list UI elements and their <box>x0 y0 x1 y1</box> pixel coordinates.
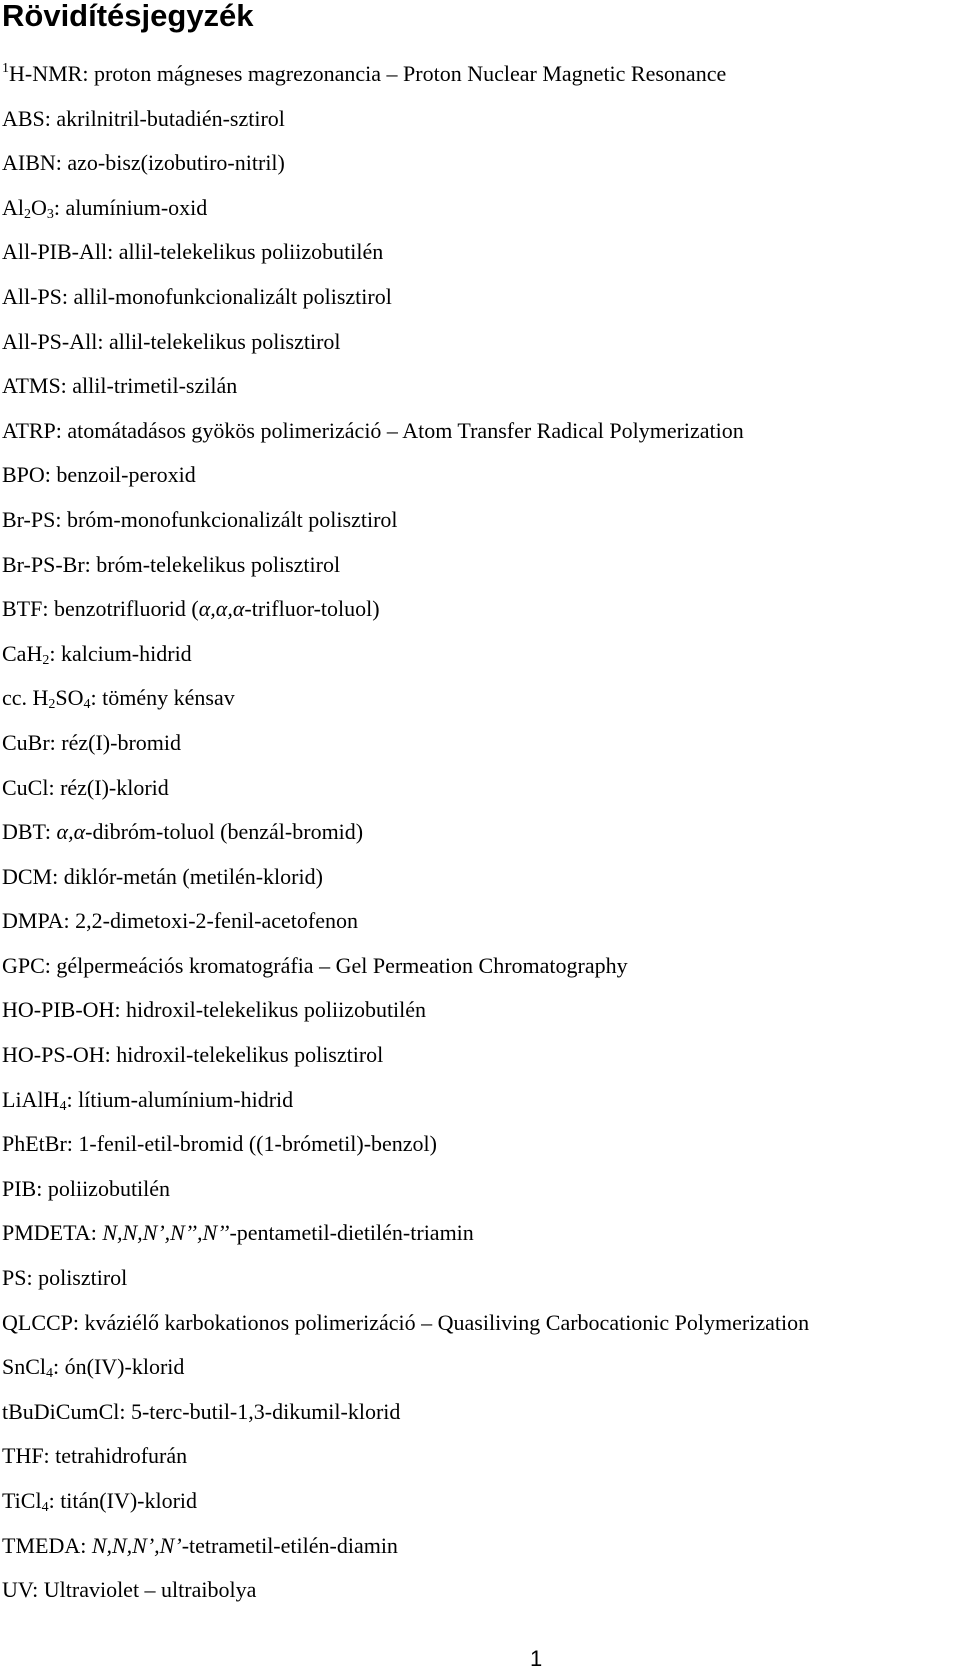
entry-text: N,N,N’,N’ <box>91 1532 182 1558</box>
entry-text: HO-PS-OH: hidroxil-telekelikus polisztirol <box>2 1042 384 1068</box>
abbreviation-entry <box>2 1078 809 1123</box>
abbreviation-entry <box>2 1301 809 1346</box>
entry-text: SO <box>55 685 84 711</box>
entry-text: 2 <box>42 652 50 668</box>
entry-text: PIB: poliizobutilén <box>2 1175 171 1201</box>
abbreviation-entry <box>2 676 809 721</box>
entry-text: BTF: benzotrifluorid ( <box>2 596 199 622</box>
entry-text: : tömény kénsav <box>90 685 235 711</box>
entry-text: Br-PS-Br: bróm-telekelikus polisztirol <box>2 551 341 577</box>
entry-text: Al <box>2 194 24 220</box>
entry-text: UV: Ultraviolet – ultraibolya <box>2 1577 257 1603</box>
abbreviation-entry <box>2 52 809 97</box>
entry-text: -trifluor-toluol) <box>244 596 380 622</box>
abbreviation-entry <box>2 855 809 900</box>
entry-text: α,α <box>56 819 86 845</box>
abbreviation-entry <box>2 1524 809 1569</box>
abbreviation-entry <box>2 364 809 409</box>
abbreviation-entry <box>2 453 809 498</box>
abbreviation-entry <box>2 988 809 1033</box>
abbreviation-entry <box>2 230 809 275</box>
entry-text: AIBN: azo-bisz(izobutiro-nitril) <box>2 150 285 176</box>
entry-text: All-PS-All: allil-telekelikus polisztirol <box>2 328 341 354</box>
entry-text: PS: polisztirol <box>2 1265 128 1291</box>
entry-text: ABS: akrilnitril-butadién-sztirol <box>2 105 285 131</box>
entry-text: : ón(IV)-klorid <box>53 1354 185 1380</box>
entry-text: GPC: gélpermeációs kromatográfia – Gel Permeation Chromatography <box>2 952 628 978</box>
abbreviation-entry <box>2 1033 809 1078</box>
abbreviation-entry <box>2 1345 809 1390</box>
abbreviation-entry <box>2 1434 809 1479</box>
abbreviation-entry <box>2 186 809 231</box>
entry-text: BPO: benzoil-peroxid <box>2 462 196 488</box>
entry-text: 4 <box>46 1366 54 1382</box>
entry-text: -pentametil-dietilén-triamin <box>229 1220 474 1246</box>
entry-text: CuBr: réz(I)-bromid <box>2 729 181 755</box>
abbreviation-entry <box>2 587 809 632</box>
entry-text: TiCl <box>2 1488 42 1513</box>
entry-text: DMPA: 2,2-dimetoxi-2-fenil-acetofenon <box>2 908 358 934</box>
entry-text: DBT: <box>2 819 57 845</box>
entry-text: α,α,α <box>198 596 245 622</box>
abbreviation-entry <box>2 97 809 142</box>
entry-text: 2 <box>48 697 56 713</box>
entry-text: : alumínium-oxid <box>53 194 208 220</box>
entry-text: ATMS: allil-trimetil-szilán <box>2 373 238 399</box>
entry-text: 2 <box>24 206 31 222</box>
abbreviation-entry <box>2 1479 809 1524</box>
abbreviation-entry <box>2 1256 809 1301</box>
entry-text: 4 <box>41 1500 49 1515</box>
abbreviation-entry <box>2 944 809 989</box>
entry-text: PhEtBr: 1-fenil-etil-bromid ((1-brómetil)-benzol) <box>2 1131 437 1157</box>
abbreviation-entry <box>2 721 809 766</box>
entry-text: QLCCP: kváziélő karbokationos polimerizáció – Quasiliving Carbocationic Polymerization <box>2 1309 810 1335</box>
entry-text: -dibróm-toluol (benzál-bromid) <box>85 819 364 845</box>
abbreviation-entry <box>2 1568 809 1613</box>
entry-text: PMDETA: <box>2 1220 103 1246</box>
entry-text: : titán(IV)-klorid <box>48 1488 198 1513</box>
entry-text: 4 <box>59 1098 67 1114</box>
entry-text: TMEDA: <box>2 1532 92 1558</box>
abbreviation-entry <box>2 320 809 365</box>
entry-text: 3 <box>46 206 54 222</box>
entry-text: -tetrametil-etilén-diamin <box>181 1532 398 1558</box>
entry-text: H-NMR: proton mágneses magrezonancia – Proton Nuclear Magnetic Resonance <box>9 61 727 86</box>
entry-text: HO-PIB-OH: hidroxil-telekelikus poliizobutilén <box>2 997 427 1023</box>
entry-text: DCM: diklór-metán (metilén-klorid) <box>2 863 323 889</box>
page-title: Rövidítésjegyzék <box>2 0 254 33</box>
entry-text: cc. H <box>2 685 49 711</box>
abbreviation-entry <box>2 1122 809 1167</box>
abbreviation-entry <box>2 632 809 677</box>
entry-text: LiAlH <box>2 1086 60 1112</box>
entry-text: ATRP: atomátadásos gyökös polimerizáció – Atom Transfer Radical Polymerization <box>2 417 744 443</box>
entry-text: SnCl <box>2 1354 47 1380</box>
entry-text: : lítium-alumínium-hidrid <box>66 1086 294 1112</box>
entry-text: N,N,N’,N’’,N’’ <box>102 1220 230 1246</box>
abbreviation-entry <box>2 766 809 811</box>
entry-text: CuCl: réz(I)-klorid <box>2 774 169 800</box>
entry-text: 1 <box>2 61 9 76</box>
abbreviation-entry <box>2 1211 809 1256</box>
entry-text: All-PS: allil-monofunkcionalizált polisztirol <box>2 283 392 309</box>
entry-text: THF: tetrahidrofurán <box>2 1443 188 1469</box>
abbreviation-entry <box>2 141 809 186</box>
entry-text: : kalcium-hidrid <box>49 640 192 666</box>
abbreviation-entry <box>2 810 809 855</box>
entry-text: Br-PS: bróm-monofunkcionalizált polisztirol <box>2 506 398 532</box>
abbreviation-list <box>2 52 809 1613</box>
abbreviation-entry <box>2 1390 809 1435</box>
abbreviation-entry <box>2 543 809 588</box>
abbreviation-entry <box>2 275 809 320</box>
abbreviation-entry <box>2 498 809 543</box>
entry-text: 4 <box>83 697 91 713</box>
entry-text: tBuDiCumCl: 5-terc-butil-1,3-dikumil-klorid <box>2 1398 401 1424</box>
entry-text: O <box>31 194 47 220</box>
entry-text: All-PIB-All: allil-telekelikus poliizobutilén <box>2 239 384 265</box>
entry-text: CaH <box>2 640 43 666</box>
page-number: 1 <box>530 1646 543 1671</box>
abbreviation-entry <box>2 1167 809 1212</box>
abbreviation-entry <box>2 409 809 454</box>
abbreviation-entry <box>2 899 809 944</box>
